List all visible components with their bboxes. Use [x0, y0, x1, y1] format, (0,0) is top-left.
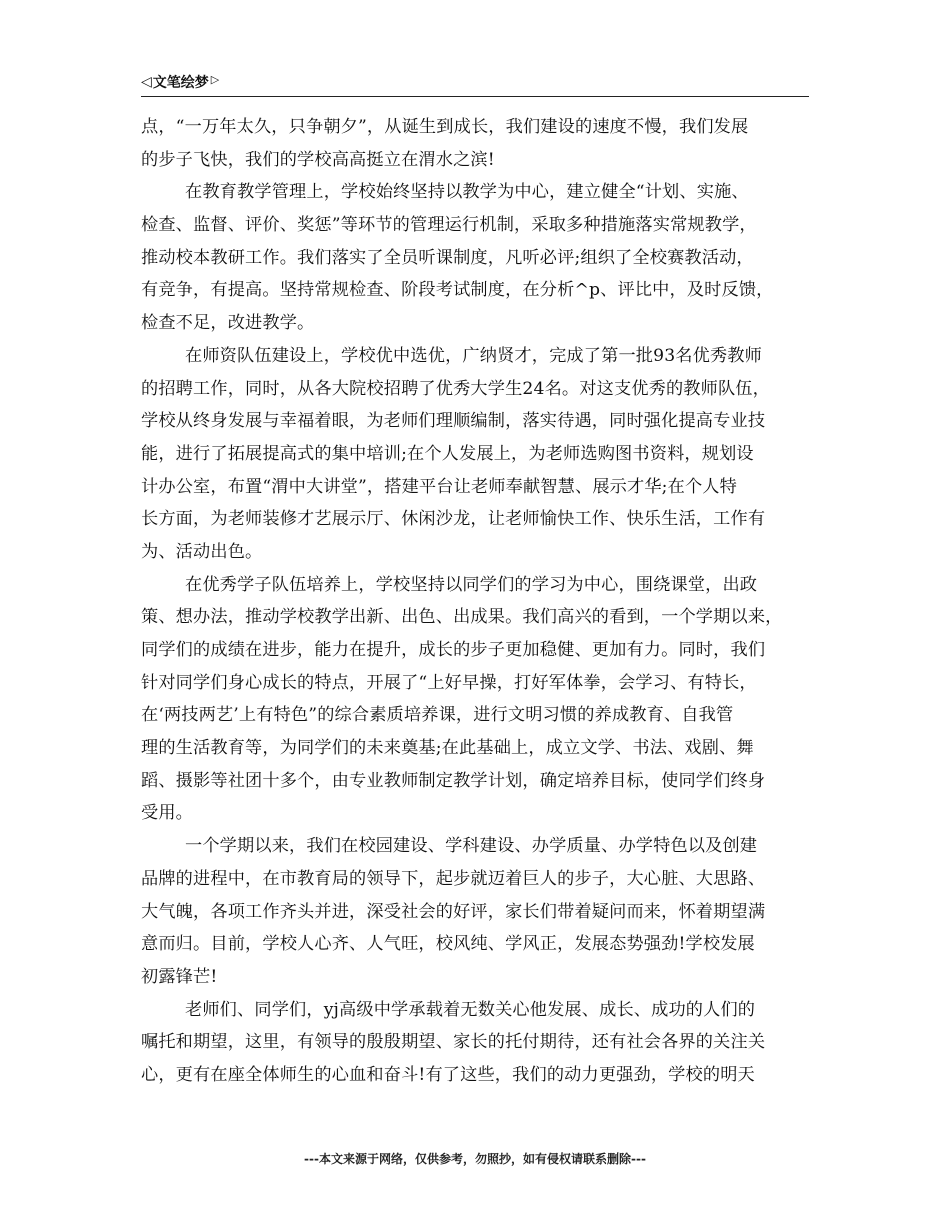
text-line: 点，“一万年太久，只争朝夕”，从诞生到成长，我们建设的速度不慢，我们发展 — [141, 117, 749, 137]
text-line: 计办公室，布置“渭中大讲堂”，搭建平台让老师奉献智慧、展示才华;在个人特 — [141, 476, 737, 497]
text-line: 长方面，为老师装修才艺展示厅、休闲沙龙，让老师愉快工作、快乐生活，工作有 — [141, 509, 766, 530]
text-line: 蹈、摄影等社团十多个，由专业教师制定教学计划，确定培养目标，使同学们终身 — [141, 770, 766, 791]
text-line: 心，更有在座全体师生的心血和奋斗!有了这些，我们的动力更强劲，学校的明天 — [141, 1064, 755, 1085]
text-line: 的步子飞快，我们的学校高高挺立在渭水之滨! — [141, 149, 495, 170]
left-triangle-icon: ◁ — [141, 74, 152, 90]
text-line: 检查、监督、评价、奖惩”等环节的管理运行机制，采取多种措施落实常规教学， — [141, 215, 757, 236]
page-footer: ---本文来源于网络，仅供参考，勿照抄，如有侵权请联系删除--- — [304, 1152, 646, 1166]
text-line: 策、想办法，推动学校教学出新、出色、出成果。我们高兴的看到，一个学期以来， — [141, 607, 783, 628]
text-line: 在教育教学管理上，学校始终坚持以教学为中心，建立健全“计划、实施、 — [185, 182, 749, 203]
text-line: 针对同学们身心成长的特点，开展了“上好早操，打好军体拳，会学习、有特长， — [141, 672, 757, 693]
text-line: 为、活动出色。 — [141, 541, 263, 562]
text-line: 在优秀学子队伍培养上，学校坚持以同学们的学习为中心，围绕课堂，出政 — [185, 574, 758, 595]
page-header — [141, 70, 809, 97]
text-line: 同学们的成绩在进步，能力在提升，成长的步子更加稳健、更加有力。同时，我们 — [141, 640, 766, 660]
text-line: 学校从终身发展与幸福着眼，为老师们理顺编制，落实待遇，同时强化提高专业技 — [141, 411, 766, 432]
text-line: 一个学期以来，我们在校园建设、学科建设、办学质量、办学特色以及创建 — [185, 836, 758, 857]
text-line: 检查不足，改进教学。 — [141, 313, 315, 334]
text-line: 老师们、同学们，yj高级中学承载着无数关心他发展、成长、成功的人们的 — [185, 999, 756, 1020]
text-line: 理的生活教育等，为同学们的未来奠基;在此基础上，成立文学、书法、戏剧、舞 — [141, 738, 754, 759]
text-line: 大气魄，各项工作齐头并进，深受社会的好评，家长们带着疑问而来，怀着期望满 — [141, 901, 766, 922]
text-line: 推动校本教研工作。我们落实了全员听课制度，凡听必评;组织了全校赛教活动， — [141, 247, 754, 268]
text-line: 初露锋芒! — [141, 966, 218, 987]
text-line: 能，进行了拓展提高式的集中培训;在个人发展上，为老师选购图书资料，规划设 — [141, 443, 754, 464]
document-body — [141, 111, 811, 1092]
right-triangle-icon: ▷ — [210, 72, 220, 86]
header-brand — [141, 72, 219, 92]
text-line: 在师资队伍建设上，学校优中选优，广纳贤才，完成了第一批93名优秀教师 — [185, 345, 762, 366]
text-line: 嘱托和期望，这里，有领导的殷殷期望、家长的托付期待，还有社会各界的关注关 — [141, 1032, 766, 1053]
text-line: 在‘两技两艺’上有特色”的综合素质培养课，进行文明习惯的养成教育、自我管 — [141, 705, 734, 726]
header-brand-text: 文笔绘梦 — [152, 75, 209, 91]
text-line: 受用。 — [141, 803, 194, 824]
text-line: 品牌的进程中，在市教育局的领导下，起步就迈着巨人的步子，大心脏、大思路、 — [141, 868, 766, 889]
text-line: 有竞争，有提高。坚持常规检查、阶段考试制度，在分析^p、评比中，及时反馈， — [141, 280, 774, 301]
text-line: 意而归。目前，学校人心齐、人气旺，校风纯、学风正，发展态势强劲!学校发展 — [141, 934, 755, 955]
text-line: 的招聘工作，同时，从各大院校招聘了优秀大学生24名。对这支优秀的教师队伍， — [141, 378, 770, 399]
